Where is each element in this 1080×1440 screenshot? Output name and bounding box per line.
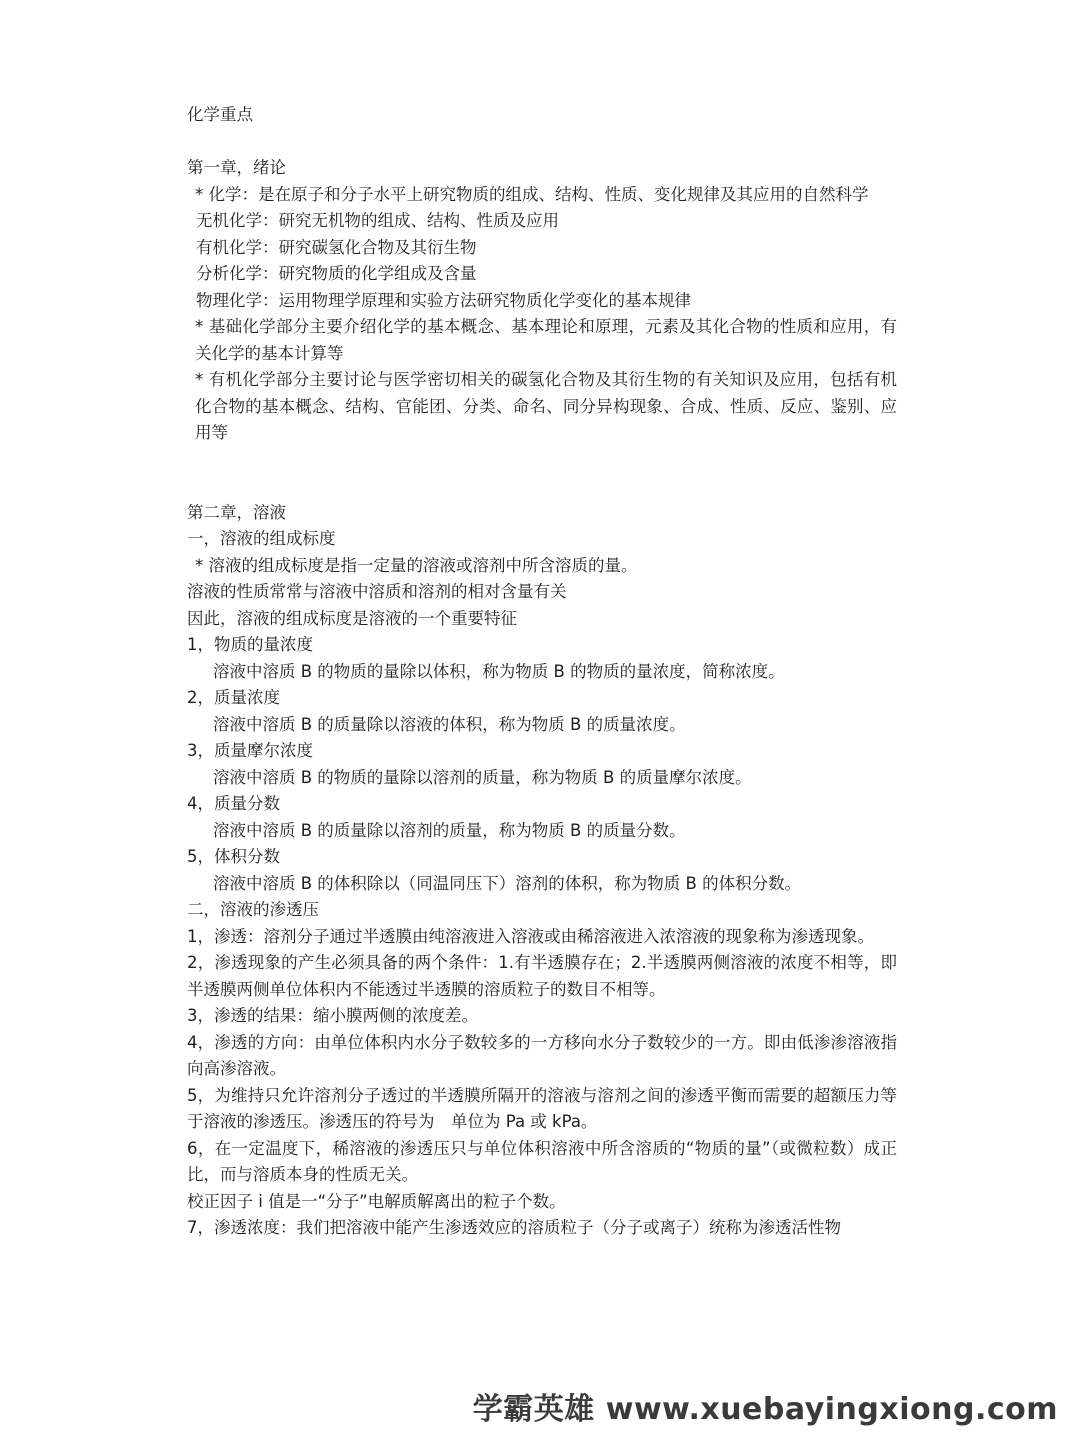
basic-chemistry-note: * 基础化学部分主要介绍化学的基本概念、基本理论和原理，元素及其化合物的性质和应用，有关化学的基本计算等	[195, 317, 897, 363]
branch-analytical: 分析化学：研究物质的化学组成及含量	[196, 264, 477, 283]
item-title: 3，质量摩尔浓度	[187, 741, 313, 760]
branch-physical: 物理化学：运用物理学原理和实验方法研究物质化学变化的基本规律	[196, 290, 691, 310]
osmosis-point: 校正因子 i 值是一“分子”电解质解离出的粒子个数。	[187, 1191, 566, 1211]
document-body	[187, 100, 897, 1242]
organic-chemistry-note: * 有机化学部分主要讨论与医学密切相关的碳氢化合物及其衍生物的有关知识及应用，包括有机化合物的基本概念、结构、官能团、分类、命名、同分异构现象、合成、性质、反应、鉴别、应用等	[195, 370, 897, 442]
item-definition: 溶液中溶质 B 的物质的量除以溶剂的质量，称为物质 B 的质量摩尔浓度。	[213, 767, 752, 787]
item-title: 4，质量分数	[187, 794, 280, 813]
item-title: 2，质量浓度	[187, 688, 280, 707]
composition-definition: * 溶液的组成标度是指一定量的溶液或溶剂中所含溶质的量。	[195, 555, 638, 575]
composition-note-2: 因此，溶液的组成标度是溶液的一个重要特征	[187, 608, 517, 628]
chapter-1-heading: 第一章，绪论	[187, 158, 286, 177]
branch-organic: 有机化学：研究碳氢化合物及其衍生物	[196, 237, 477, 257]
osmosis-point: 3，渗透的结果：缩小膜两侧的浓度差。	[187, 1006, 478, 1025]
osmosis-point: 5，为维持只允许溶剂分子透过的半透膜所隔开的溶液与溶剂之间的渗透平衡而需要的超额压力等于溶液的渗透压。渗透压的符号为 单位为 Pa 或 kPa。	[187, 1085, 897, 1131]
osmosis-point: 4，渗透的方向：由单位体积内水分子数较多的一方移向水分子数较少的一方。即由低渗渗溶液指向高渗溶液。	[187, 1032, 897, 1078]
watermark: 学霸英雄 www.xuebayingxiong.com	[472, 1392, 1058, 1427]
doc-title: 化学重点	[187, 105, 253, 124]
osmosis-point: 2，渗透现象的产生必须具备的两个条件：1.有半透膜存在；2.半透膜两侧溶液的浓度不相等，即半透膜两侧单位体积内不能透过半透膜的溶质粒子的数目不相等。	[187, 953, 897, 999]
section-1-heading: 一，溶液的组成标度	[187, 529, 336, 548]
spacer	[187, 129, 897, 156]
section-2-heading: 二，溶液的渗透压	[187, 900, 319, 919]
osmosis-point: 1，渗透：溶剂分子通过半透膜由纯溶液进入溶液或由稀溶液进入浓溶液的现象称为渗透现象。	[187, 926, 874, 946]
composition-note-1: 溶液的性质常常与溶液中溶质和溶剂的相对含量有关	[187, 582, 567, 601]
chapter-2-heading: 第二章，溶液	[187, 502, 286, 522]
item-definition: 溶液中溶质 B 的质量除以溶液的体积，称为物质 B 的质量浓度。	[213, 714, 686, 734]
spacer	[187, 447, 897, 474]
osmosis-point: 6，在一定温度下，稀溶液的渗透压只与单位体积溶液中所含溶质的“物质的量”（或微粒数）成正比，而与溶质本身的性质无关。	[187, 1138, 897, 1184]
item-title: 5，体积分数	[187, 847, 280, 866]
spacer	[187, 473, 897, 500]
item-title: 1，物质的量浓度	[187, 635, 313, 654]
chemistry-definition: * 化学：是在原子和分子水平上研究物质的组成、结构、性质、变化规律及其应用的自然科学	[195, 184, 869, 204]
item-definition: 溶液中溶质 B 的物质的量除以体积，称为物质 B 的物质的量浓度，简称浓度。	[213, 661, 785, 681]
item-definition: 溶液中溶质 B 的质量除以溶剂的质量，称为物质 B 的质量分数。	[213, 820, 686, 840]
osmosis-point: 7，渗透浓度：我们把溶液中能产生渗透效应的溶质粒子（分子或离子）统称为渗透活性物	[187, 1218, 841, 1237]
branch-inorganic: 无机化学：研究无机物的组成、结构、性质及应用	[196, 211, 559, 230]
item-definition: 溶液中溶质 B 的体积除以（同温同压下）溶剂的体积，称为物质 B 的体积分数。	[213, 873, 802, 893]
